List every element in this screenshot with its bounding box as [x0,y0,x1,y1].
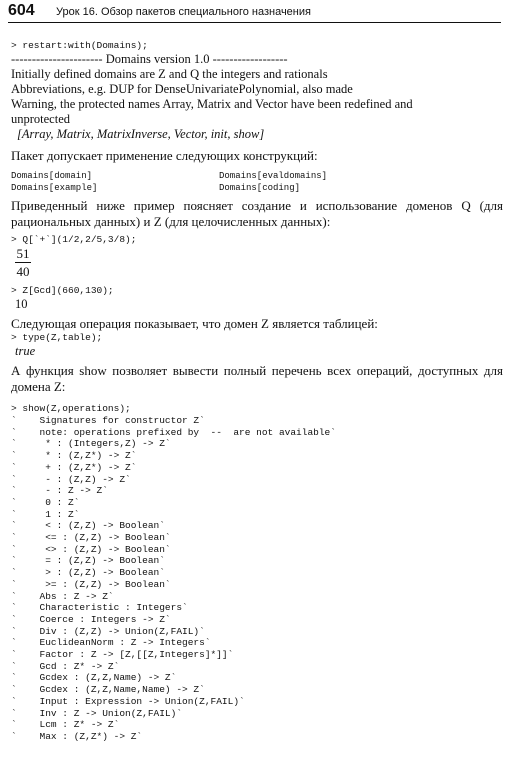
exports-list: [Array, Matrix, MatrixInverse, Vector, init, show] [17,127,265,141]
maple-command-q: > Q[`+`](1/2,2/5,3/8); [11,234,137,245]
construction-coding: Domains[coding] [219,183,301,193]
operation-line: ` > : (Z,Z) -> Boolean` [11,567,165,579]
page-header [8,3,501,23]
maple-command-gcd: > Z[Gcd](660,130); [11,285,114,296]
paragraph-constructions: Пакет допускает применение следующих конструкций: [11,148,318,163]
banner-line-3: Warning, the protected names Array, Matrix and Vector have been redefined and [11,97,413,111]
maple-command-restart: > restart:with(Domains); [11,40,148,51]
paragraph-example: Приведенный ниже пример поясняет создание и использование доменов Q (для рациональных данных) и Z (для целочисленных данных): [11,198,503,229]
paragraph-table: Следующая операция показывает, что домен Z является таблицей: [11,316,378,331]
operation-line: ` Div : (Z,Z) -> Union(Z,FAIL)` [11,625,205,637]
operation-line: ` Coerce : Integers -> Z` [11,613,171,625]
operation-line: ` >= : (Z,Z) -> Boolean` [11,578,171,590]
result-type: true [15,344,36,358]
operations-list [11,415,503,743]
constructions-grid [11,170,503,194]
operation-line: ` Lcm : Z* -> Z` [11,719,120,731]
banner-line-2: Abbreviations, e.g. DUP for DenseUnivariatePolynomial, also made [11,82,353,96]
header-rule [8,22,501,23]
operation-line: ` = : (Z,Z) -> Boolean` [11,555,165,567]
operation-line: ` + : (Z,Z*) -> Z` [11,461,137,473]
chapter-title: Урок 16. Обзор пакетов специального назначения [56,6,311,18]
banner-line-1: Initially defined domains are Z and Q the integers and rationals [11,67,328,81]
maple-command-show: > show(Z,operations); [11,403,131,414]
operation-line: ` Inv : Z -> Union(Z,FAIL)` [11,707,183,719]
operation-line: ` Gcd : Z* -> Z` [11,660,120,672]
operation-line: ` Characteristic : Integers` [11,602,188,614]
paragraph-show: А функция show позволяет вывести полный перечень всех операций, доступных для домена Z: [11,363,503,394]
operation-line: ` <> : (Z,Z) -> Boolean` [11,543,171,555]
construction-domain: Domains[domain] [11,171,93,181]
operation-line: ` Factor : Z -> [Z,[[Z,Integers]*]]` [11,649,234,661]
fraction-bar [15,262,31,263]
operation-line: ` EuclideanNorm : Z -> Integers` [11,637,211,649]
operation-line: ` Gcdex : (Z,Z,Name,Name) -> Z` [11,684,205,696]
operation-line: ` < : (Z,Z) -> Boolean` [11,520,165,532]
operation-line: ` * : (Integers,Z) -> Z` [11,438,171,450]
page-body [11,40,503,743]
construction-evaldomains: Domains[evaldomains] [219,171,328,181]
operation-line: ` Abs : Z -> Z` [11,590,114,602]
operation-line: ` * : (Z,Z*) -> Z` [11,450,137,462]
operation-line: ` note: operations prefixed by -- are not available` [11,426,336,438]
maple-command-type: > type(Z,table); [11,332,103,343]
domains-banner: ---------------------- Domains version 1.0 ------------------ [11,52,288,66]
operation-line: ` 1 : Z` [11,508,80,520]
page-number: 604 [8,2,35,19]
result-fraction [15,246,31,279]
operation-line: ` Input : Expression -> Union(Z,FAIL)` [11,695,245,707]
operation-line: ` Signatures for constructor Z` [11,415,205,426]
operation-line: ` - : Z -> Z` [11,485,108,497]
operation-line: ` <= : (Z,Z) -> Boolean` [11,532,171,544]
operation-line: ` Max : (Z,Z*) -> Z` [11,730,143,742]
fraction-denominator: 40 [16,264,30,279]
operation-line: ` - : (Z,Z) -> Z` [11,473,131,485]
banner-line-4: unprotected [11,112,71,126]
result-gcd: 10 [15,297,28,311]
fraction-numerator: 51 [16,246,30,261]
operation-line: ` 0 : Z` [11,496,80,508]
construction-example: Domains[example] [11,183,98,193]
operation-line: ` Gcdex : (Z,Z,Name) -> Z` [11,672,177,684]
